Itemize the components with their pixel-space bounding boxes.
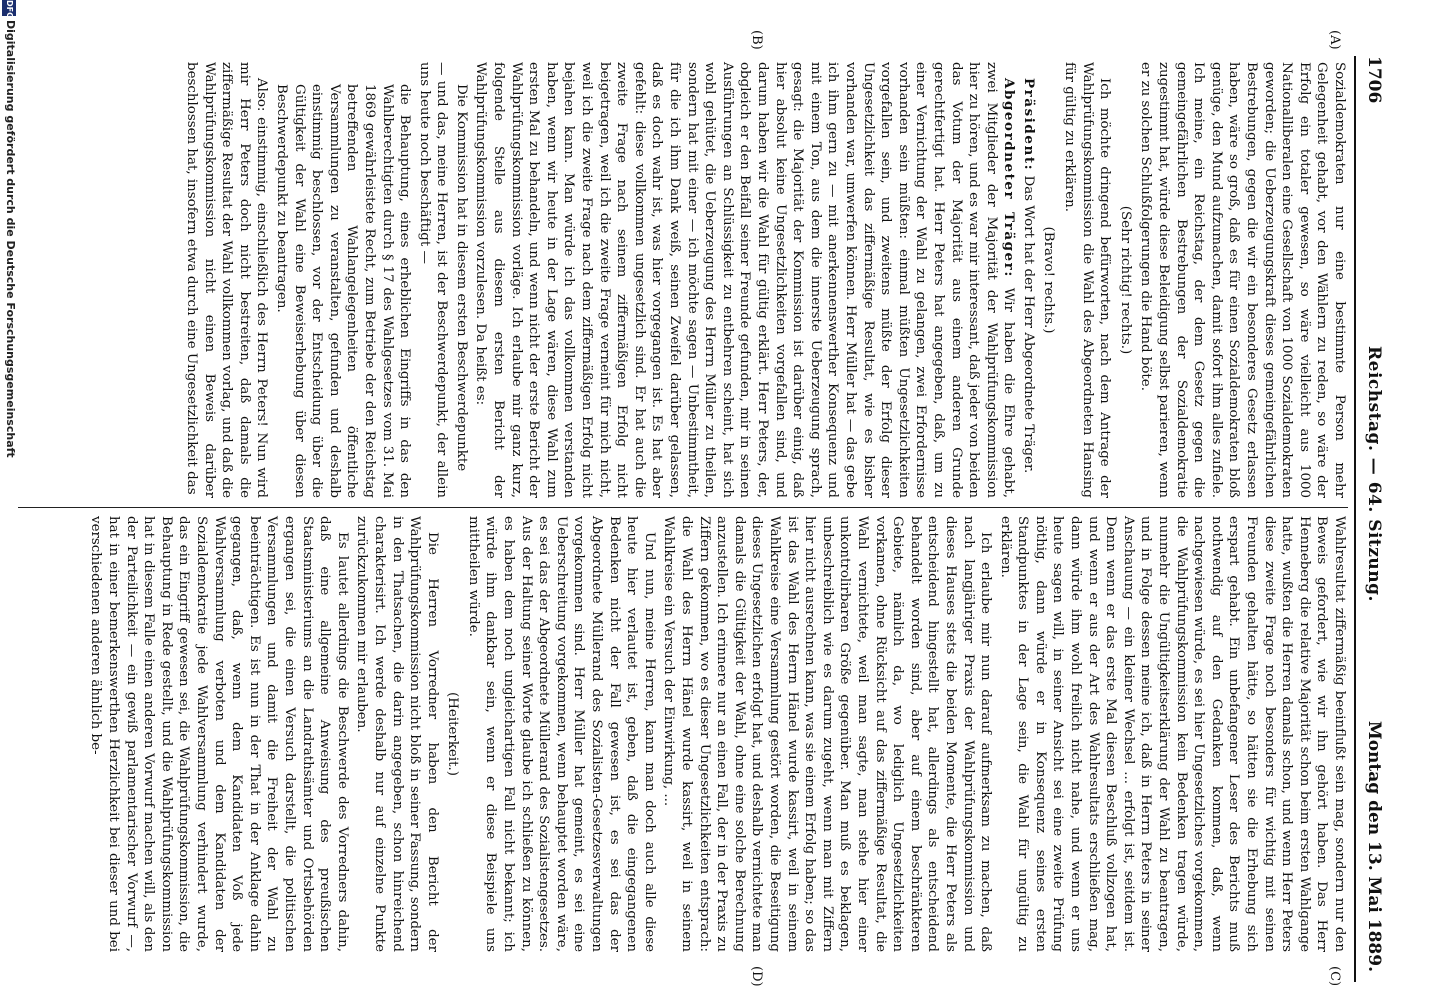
- margin-marker-c: (C): [1327, 966, 1342, 987]
- margin-marker-b: (B): [749, 30, 764, 50]
- traeger-text: Wir haben die Ehre gehabt, zwei Mitglieder der Majorität der Wahlprüfungskommission hier zu hören, und es war mir interessant, daß jeder von beiden das Votum der Majorität aus einem anderen Grunde gerechtfertigt hat. Herr Peters hat angegeben, daß, um zu einer Vernichtung der Wahl zu gelangen, zwei Erfordernisse vorhanden sein müßten: einmal müßten Ungesetzlichkeiten vorgefallen sein, und zweitens müßte der Erfolg dieser Ungesetzlichkeit das ziffermäßige Resultat, wie es bisher vorhanden war, umwerfen können. Herr Müller hat — das gebe ich ihm gern zu — mit anerkennenswerther Konsequenz und mit einem Ton, aus dem die innerste Ueberzeugung sprach, gesagt: die Majorität der Kommission ist darüber einig, daß hier absolut keine Ungesetzlichkeiten vorgefallen sind, und darum haben wir die Wahl für gültig erklärt. Herr Peters, der, obgleich er den Beifall seiner Freunde gefunden, mir in seinen Ausführungen an Schlüssigkeit zu entbehren scheint, hat sich wohl gehütet, die Ueberzeugung des Herrn Müller zu theilen, sondern hat mit einer — ich möchte sagen — Unbestimmtheit, für die ich ihm Dank weiß, seinen Zweifel darüber gelassen, daß es doch wahr ist, was hier vorgegangen ist. Es hat aber gefehlt: diese vollkommen ungesetzlich sind. Er hat auch die zweite Frage nach seinem ziffermäßigen Erfolg nicht beigetragen, weil ich die zweite Frage verneint für mich nicht, weil ich die zweite Frage nach dem ziffermäßigen Erfolg nicht bejahen kann. Man würde ich das vollkommen verstanden haben, wenn wir heute in der Lage wären, diese Wahl zum ersten Mal zu behandeln, und wenn nicht der erste Bericht der Wahlprüfungskommission vorläge. Ich erlaube mir ganz kurz, folgende Stelle aus diesem ersten Bericht der Wahlprüfungskommission vorzulesen. Da heißt es:: [473, 62, 1017, 498]
- left-quote-3: die Behauptung, eines erheblichen Eingriffs in das den Wahlberechtigten durch § 17 des Wahlgesetzes vom 31. Mai 1869 gewährleistete Recht, zum Betriebe der den Reichstag betreffenden Wahlangelegenheiten öffentliche Versammlungen zu veranstalten, gefunden und deshalb einstimmig beschlossen, vor der Entscheidung über die Gültigkeit der Wahl eine Beweiserhebung über diesen Beschwerdepunkt zu beantragen.: [273, 84, 413, 498]
- margin-marker-a: (A): [1327, 30, 1342, 50]
- digitization-credit: Digitalisierung gefördert durch die Deutsche Forschungsgemeinschaft: [4, 20, 17, 458]
- session-title: Reichstag. — 64. Sitzung.: [1364, 346, 1384, 602]
- speaker-president: Präsident:: [1020, 78, 1037, 172]
- dfg-logo: DFG: [2, 0, 16, 16]
- right-applause: (Heiterkeit.): [445, 692, 461, 776]
- header-rule: [1354, 56, 1356, 982]
- right-paragraph-2: Ich erlaube mir nun darauf aufmerksam zu machen, daß nach langjähriger Praxis der Wahlprüfungskommission und dieses Hauses stets die beiden Momente, die Herr Peters als entscheidend hingestellt hat, allerdings als entscheidend behandelt worden sind, aber auf einem beschränkteren Gebiete, nämlich da, wo lediglich Ungesetzlichkeiten vorkamen, ohne Rücksicht auf das ziffermäßige Resultat, die Wahl vernichtete, weil man sagte, man stehe hier einer unkontrolirbaren Größe gegenüber. Man muß es beklagen, unbeschreiblich wie es darum zugeht, wenn man mit Ziffern hier nicht ausrechnen kann, was sie einem Erfolg haben; so das ist das Wahl des Herrn Hänel wurde kassirt, weil in seinem Wahlkreise eine Versammlung gestört worden, die Beseitigung dieses Ungesetzlichen erfolgt hat, und deshalb vernichtete man damals die Gültigkeit der Wahl, ohne eine solche Berechnung anzustellen. Ich erinnere nur an einen Fall, der in der Praxis zu Ziffern gekommen, wo es dieser Ungesetzlichkeiten entsprach: die Wahl des Herrn Hänel wurde kassirt, weil in seinem Wahlkreise ein Versuch der Einwirkung, ...: [661, 516, 994, 952]
- left-paragraph-2: Ich möchte dringend befürworten, nach dem Antrage der Wahlprüfungskommission die Wahl des Abgeordneten Hansing für gültig zu erklären.: [1062, 62, 1113, 498]
- page-number: 1706: [1364, 56, 1384, 104]
- right-paragraph-1: Wahlresultat ziffermäßig beeinflußt sein mag, sondern nur den Beweis gefordert, wie wir ihn gehört haben. Das Herr Henneberg die relative Majorität schon beim ersten Wahlgange hatte, wußten die Herren damals schon, und wenn Herr Peters diese zweite Frage noch besonders für wichtig mit seinen Freunden gehalten hätte, so hätten sie die Erhebung sich erspart gehabt. Ein unbefangener Leser des Berichts muß nothwendig auf den Gedanken kommen, daß, wenn nachgewiesen würde, es sei hier Ungesetzliches vorgekommen, die Wahlprüfungskommission kein Bedenken tragen würde, nunmehr die Ungültigkeitserklärung der Wahl zu beantragen, und in Folge dessen meine ich, daß in Herrn Peters in seiner Anschauung — ein kleiner Wechsel ... erfolgt ist, seitdem ist. Denn wenn er das erste Mal diesen Beschluß vollzogen hat, und wenn er aus der Art des Wahlresultats erschließen mag, dann würde ihm wohl freilich nicht nahe, und wenn er uns heute sagen will, in seiner Ansicht sei eine zweite Prüfung nöthig, dann würde er in Konsequenz seines ersten Standpunktes in der Lage sein, die Wahl für ungültig zu erklären.: [997, 516, 1347, 952]
- right-paragraph-3: Und nun, meine Herren, kann man doch auch alle diese heute hier verlautet ist, geben, daß die eingegangenen Bedenken nicht der Fall gewesen ist, es sei das der Abgeordnete Müllerand des Sozialisten-Gesetzesverwaltungen vorgekommen sind. Herr Müller hat gemeint, es sei eine Ueberschreitung vorgekommen, wenn behauptet worden wäre, es sei das der Abgeordnete Müllerand des Sozialistengesetzes. Aus der Haltung seiner Worte glaube ich schließen zu können, es haben dem noch ungleichartigen Fall nicht bekannt; ich würde ihm dankbar sein, wenn er diese Beispiele uns mittheilen würde.: [465, 516, 657, 952]
- left-column: [18, 62, 1348, 498]
- left-quote-2: — und das, meine Herren, ist der Beschwerdepunkt, der allein uns heute noch beschäftigt —: [416, 62, 450, 498]
- left-quote-1: Die Kommission hat in diesem ersten Beschwerdepunkte: [453, 84, 469, 472]
- right-column: [18, 516, 1348, 952]
- left-paragraph-5: Also: einstimmig, einschließlich des Herrn Peters! Nun wird mir Herr Peters doch nicht bestreiten, daß damals die ziffermäßige Resultat der Wahl vollkommen vorlag, und daß die Wahlprüfungskommission nicht einen Beweis darüber beschlossen hat, insofern etwa durch eine Ungesetzlichkeit das: [184, 62, 270, 498]
- president-text: Das Wort hat der Herr Abgeordnete Träger.: [1020, 175, 1036, 474]
- left-applause-2: (Bravo! rechts.): [1041, 226, 1057, 334]
- page-footer: [0, 0, 22, 1000]
- left-applause-1: (Sehr richtig! rechts.): [1117, 205, 1133, 355]
- left-paragraph-3: [1019, 62, 1037, 498]
- session-date: Montag den 13. Mai 1889.: [1364, 720, 1384, 972]
- margin-marker-d: (D): [749, 966, 764, 987]
- page-header: [1358, 56, 1384, 982]
- right-paragraph-5: Es lautet allerdings die Beschwerde des Vorredners dahin, daß eine allgemeine Anweisung des preußischen Staatsministeriums an die Landrathsämter und Ortsbehörden ergangen sei, die einen Versuch darstellt, die politischen Versammlungen und damit die Freiheit der Wahl zu beeinträchtigen. Es ist nun in der That in der Anklage dahin gegangen, daß, wenn dem Kandidaten Voß jede Wahlversammlung verboten und dem Kandidaten der Sozialdemokratie jede Wahlversammlung verhindert wurde, das ein Eingriff gewesen sei, die Wahlprüfungskommission, die Behauptung in Rede gestellt, und die Wahlprüfungskommission hat in diesem Falle einen anderen Vorwurf machen will, als den der Parteilichkeit — ein gewiß parlamentarischer Vorwurf —, hat in einer bemerkenswerthen Herzlichkeit bei dieser und bei verschiedenen anderen ähnlich be-: [88, 516, 350, 952]
- left-paragraph-4: [472, 62, 1017, 498]
- column-separator: [18, 507, 1348, 508]
- speaker-traeger: Abgeordneter Träger:: [1001, 78, 1018, 278]
- right-paragraph-4: Die Herren Vorredner haben den Bericht der Wahlprüfungskommission nicht bloß in seiner Fassung, sondern in den Thatsachen, die darin angegeben, schon hinreichend charakterisirt. Ich werde deshalb nur auf einzelne Punkte zurückzukommen mir erlauben.: [354, 516, 440, 952]
- left-paragraph-1: Sozialdemokraten nur eine bestimmte Person mehr Gelegenheit gehabt, vor den Wählern zu reden, so wäre der Erfolg ein totaler gewesen, so wäre vielleicht aus 1000 Nationalliberalen eine Gesellschaft von 1000 Sozialdemokraten geworden; die Ueberzeugungskraft dieses gemeingefährlichen Bestrebungen, gegen die wir ein besonderes Gesetz erlassen haben, wäre so groß, daß es für einen Sozialdemokraten bloß genüge, den Mund aufzumachen, damit sofort ihm alles zufiele. Ich meine, ein Reichstag, der dem Gesetz gegen die gemeingefährlichen Bestrebungen der Sozialdemokratie zugestimmt hat, würde diese Beleidigung selbst parieren, wenn er zu solchen Schlußfolgerungen die Hand böte.: [1138, 62, 1347, 498]
